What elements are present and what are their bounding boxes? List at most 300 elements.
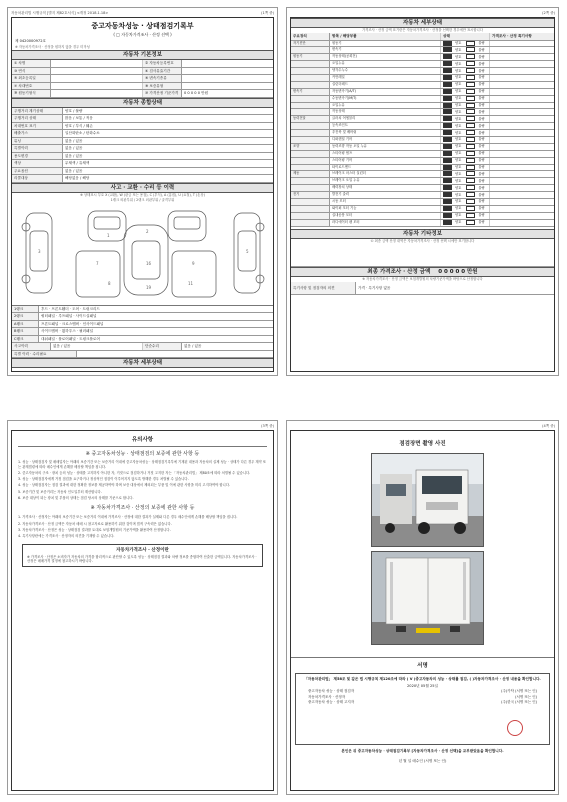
detail-group	[291, 75, 330, 81]
section-details-title: 자동차 세부상태	[291, 18, 554, 28]
basic-value	[51, 68, 143, 75]
good-label: 양호	[455, 213, 462, 218]
detail-group	[291, 82, 330, 88]
detail-item: 브레이크 오일 누유	[330, 178, 441, 184]
notice-item: 3. 성능 · 상태점검자에게 거짓 점검을 요구하거나 정상적인 점검이 이루어지지 않도록 방해한 경우 처벌될 수 있습니다.	[18, 477, 189, 482]
detail-status	[441, 165, 490, 171]
section-details: 자동차 세부상태	[12, 358, 273, 368]
page-header	[290, 423, 555, 429]
basic-label-2: ⑩ 가격산정 기준가격	[143, 90, 182, 97]
bad-checkbox[interactable]	[466, 96, 475, 101]
good-label: 양호	[455, 151, 462, 156]
notice-item: 2. 자동차가격조사 · 산정 금액은 자동차 매매 시 참고자료로 활용하기 위한 것이며 법적 구속력은 없습니다.	[18, 521, 172, 526]
detail-remark	[490, 206, 554, 212]
price-warranty-notes	[12, 515, 273, 538]
detail-status	[441, 192, 490, 198]
detail-item: 와이퍼 모터 기능	[330, 206, 441, 212]
history-row	[12, 343, 273, 351]
bad-label: 불량	[478, 54, 485, 59]
good-label: 양호	[455, 75, 462, 80]
detail-remark	[490, 171, 554, 177]
repair-value: 없음 / 있음	[184, 344, 202, 348]
detail-group	[291, 47, 330, 53]
bad-checkbox[interactable]	[466, 89, 475, 94]
detail-status	[441, 206, 490, 212]
frame-parts: 대쉬패널 · 플로어패널 · 트렁크플로어	[41, 336, 100, 341]
detail-status	[441, 75, 490, 81]
overall-value: 없음 / 있음	[65, 153, 83, 158]
bad-label: 불량	[478, 96, 485, 101]
basic-value-2	[182, 60, 273, 67]
notice-item: 2. 중고자동차의 구조 · 장치 등의 성능 · 상태를 고지하지 아니한 자, 거짓으로 점검하거나 거짓 고지한 자는 「자동차관리법」 제80조에 따라 처벌될 수 있습니다.	[18, 470, 251, 475]
good-checkbox[interactable]	[443, 213, 452, 218]
bad-label: 불량	[478, 220, 485, 225]
detail-status	[441, 89, 490, 95]
detail-remark	[490, 82, 554, 88]
detail-item: 작동상태(공회전)	[330, 54, 441, 60]
good-label: 양호	[455, 123, 462, 128]
detail-group: 전기	[291, 192, 330, 198]
detail-remark	[490, 89, 554, 95]
detail-item: 변속기	[330, 47, 441, 53]
detail-row	[291, 116, 554, 123]
overall-value: 없음 / 있음	[65, 146, 83, 150]
good-label: 양호	[455, 116, 462, 121]
bad-checkbox[interactable]	[466, 47, 475, 52]
detail-group	[291, 151, 330, 157]
good-label: 양호	[455, 109, 462, 114]
special-row	[12, 351, 273, 359]
detail-group: 제동	[291, 171, 330, 177]
section-etc: 자동차 기타정보	[291, 229, 554, 239]
bad-checkbox[interactable]	[466, 185, 475, 190]
notice-item: 4. 성능 · 상태점검자는 점검 결과에 대한 정확한 정보를 제공하여야 하며 보증 대상에서 제외되는 부품 및 이에 관한 사항을 미리 고지하여야 합니다.	[18, 483, 230, 488]
signer-role: 중고자동차 성능 · 상태 고지자	[308, 700, 355, 705]
frame-parts: 사이드멤버 · 휠하우스 · 필러패널	[41, 329, 93, 333]
detail-row	[291, 103, 554, 110]
bad-checkbox[interactable]	[466, 68, 475, 73]
bad-checkbox[interactable]	[466, 158, 475, 163]
bad-label: 불량	[478, 178, 485, 183]
detail-group	[291, 213, 330, 219]
detail-group	[291, 137, 330, 143]
good-label: 양호	[455, 82, 462, 87]
opinion-label: 특기사항 및 점검자의 의견	[291, 282, 356, 294]
good-checkbox[interactable]	[443, 123, 452, 128]
basic-label-2: ⑥ 변속기종류	[143, 75, 182, 82]
good-checkbox[interactable]	[443, 68, 452, 73]
section-basic: 자동차 기본정보	[12, 50, 273, 60]
good-label: 양호	[455, 61, 462, 66]
good-checkbox[interactable]	[443, 137, 452, 142]
bad-label: 불량	[478, 41, 485, 45]
detail-status	[441, 96, 490, 102]
bad-label: 불량	[478, 75, 485, 80]
special-label: 특별 이력 · 수리필요	[12, 351, 77, 358]
basic-value	[51, 75, 143, 82]
good-checkbox[interactable]	[443, 54, 452, 59]
detail-group: 원동기	[291, 54, 330, 60]
bad-checkbox[interactable]	[466, 144, 475, 149]
good-checkbox[interactable]	[443, 171, 452, 176]
sign-date: 2020년 05월 25일	[407, 684, 438, 689]
page-1	[7, 7, 278, 376]
page-4	[286, 420, 559, 795]
detail-item: 타이로드엔드	[330, 165, 441, 171]
opinion-value: 가격 · 특기사항 없음	[358, 285, 391, 290]
page-2	[286, 7, 559, 376]
bad-checkbox[interactable]	[466, 61, 475, 66]
detail-status	[441, 185, 490, 191]
good-label: 양호	[455, 137, 462, 142]
detail-status	[441, 109, 490, 115]
detail-remark	[490, 116, 554, 122]
frame-row	[12, 313, 273, 321]
signer-name: (주)카닥 (서명 또는 인)	[501, 689, 537, 694]
detail-remark	[490, 220, 554, 226]
detail-item: 발전기 출력	[330, 192, 441, 198]
basic-label: ① 차명	[12, 60, 51, 67]
detail-item: 동력조향 작동 오일 누유	[330, 144, 441, 150]
detail-group	[291, 61, 330, 67]
basic-label: ⑦ 차대번호	[12, 83, 51, 90]
frame-row	[12, 306, 273, 314]
vehicle-diagram	[12, 203, 273, 306]
sign-box	[295, 673, 550, 745]
good-checkbox[interactable]	[443, 96, 452, 101]
bad-checkbox[interactable]	[466, 103, 475, 108]
col-header-3: 가격조사 · 산정 특기사항	[492, 34, 532, 38]
signer-role: 중고자동차 성능 · 상태 점검자	[308, 689, 355, 694]
bad-checkbox[interactable]	[466, 75, 475, 80]
good-checkbox[interactable]	[443, 89, 452, 94]
warranty-notes	[12, 460, 273, 500]
detail-row	[291, 192, 554, 199]
frame-row	[12, 336, 273, 344]
svg-text:5: 5	[246, 248, 249, 254]
signers-list	[296, 689, 549, 706]
detail-row	[291, 165, 554, 172]
bad-label: 불량	[478, 61, 485, 66]
good-checkbox[interactable]	[443, 165, 452, 170]
detail-item: 오일누유	[330, 61, 441, 67]
detail-row	[291, 171, 554, 178]
basic-row	[12, 68, 273, 76]
notice-body	[11, 430, 274, 791]
detail-item: 추진축 및 베어링	[330, 130, 441, 136]
detail-item: 배력장치 상태	[330, 185, 441, 191]
bad-checkbox[interactable]	[466, 123, 475, 128]
detail-status	[441, 137, 490, 143]
bad-checkbox[interactable]	[466, 109, 475, 114]
accident-note: ※ 상태표시 부호 X (교환), W (판금 또는 용접), C (부식), A (흠집), U (요철), T (손상)	[80, 192, 205, 197]
good-checkbox[interactable]	[443, 61, 452, 66]
detail-row	[291, 109, 554, 116]
overall-row	[12, 130, 273, 138]
history-label: 사고이력	[12, 343, 51, 350]
detail-row	[291, 178, 554, 185]
detail-row	[291, 199, 554, 206]
bad-checkbox[interactable]	[466, 54, 475, 59]
detail-remark	[490, 103, 554, 109]
frame-legend: 1랭크 외판부위 / 2랭크 외판부위 / 골격부위	[110, 197, 175, 202]
good-label: 양호	[455, 220, 462, 225]
signer-row	[308, 700, 537, 706]
basic-label: ⑤ 최초등록일	[12, 75, 51, 82]
frame-row	[12, 328, 273, 336]
detail-remark	[490, 151, 554, 157]
overall-value: 없음 / 있음	[65, 168, 83, 173]
receipt-signature: 년 월 일 매수인 (서명 또는 인)	[398, 759, 447, 764]
bad-checkbox[interactable]	[466, 116, 475, 121]
good-checkbox[interactable]	[443, 192, 452, 197]
bad-label: 불량	[478, 123, 485, 128]
detail-group: 자기진단	[291, 41, 330, 47]
detail-item: 스티어링 펌프	[330, 151, 441, 157]
overall-value: 무채색 / 유채색	[65, 161, 90, 165]
good-checkbox[interactable]	[443, 220, 452, 225]
detail-remark	[490, 47, 554, 53]
good-label: 양호	[455, 96, 462, 101]
overall-label: 주행거리 상태	[12, 115, 63, 122]
bad-label: 불량	[478, 130, 485, 135]
basic-info-table	[12, 60, 273, 98]
detail-item: 등속조인트	[330, 123, 441, 129]
detail-remark	[490, 137, 554, 143]
detail-group	[291, 130, 330, 136]
good-checkbox[interactable]	[443, 103, 452, 108]
detail-status	[441, 116, 490, 122]
detail-remark	[490, 96, 554, 102]
bad-label: 불량	[478, 89, 485, 94]
basic-value	[51, 90, 143, 97]
bad-label: 불량	[478, 171, 485, 176]
detail-row	[291, 75, 554, 82]
detail-remark	[490, 75, 554, 81]
svg-text:11: 11	[188, 280, 194, 286]
svg-text:1: 1	[107, 232, 110, 238]
good-checkbox[interactable]	[443, 41, 452, 46]
detail-row	[291, 151, 554, 158]
notice-item: 6. 보증 대상이 되는 장치 및 부품의 상태는 점검 당시의 상태를 기준으로 합니다.	[18, 495, 134, 500]
good-checkbox[interactable]	[443, 158, 452, 163]
overall-value: 해당없음 / 해당	[65, 176, 90, 180]
detail-status	[441, 171, 490, 177]
bad-label: 불량	[478, 158, 485, 163]
document-subtitle: ( □ 자동차가격조사 · 산정 선택 )	[113, 32, 172, 37]
overall-row	[12, 108, 273, 116]
page-number: (1쪽 중)	[261, 11, 274, 15]
detail-row	[291, 68, 554, 75]
opinion-row	[291, 282, 554, 295]
good-label: 양호	[455, 41, 462, 45]
good-checkbox[interactable]	[443, 206, 452, 211]
bad-checkbox[interactable]	[466, 192, 475, 197]
good-label: 양호	[455, 178, 462, 183]
bad-checkbox[interactable]	[466, 213, 475, 218]
bad-checkbox[interactable]	[466, 171, 475, 176]
overall-label: 리콜대상	[12, 175, 63, 182]
overall-status-table	[12, 108, 273, 183]
basic-value-2	[182, 68, 273, 75]
truck-rear-image	[372, 552, 483, 644]
detail-item: 원동기	[330, 41, 441, 47]
price-info-box	[22, 544, 263, 567]
bad-label: 불량	[478, 165, 485, 170]
overall-row	[12, 153, 273, 161]
frame-rank: A랭크	[12, 321, 39, 328]
document-number: 제 0420000972호	[15, 39, 46, 43]
col-header-1: 항목 / 해당부품	[330, 33, 441, 40]
basic-value	[51, 60, 143, 67]
overall-label: 용도변경	[12, 153, 63, 160]
frame-rank: B랭크	[12, 328, 39, 335]
bad-checkbox[interactable]	[466, 220, 475, 225]
detail-status	[441, 68, 490, 74]
bad-checkbox[interactable]	[466, 137, 475, 142]
detail-item: 냉각수누수	[330, 68, 441, 74]
detail-status	[441, 178, 490, 184]
notice-item: 4. 특기사항란에는 가격조사 · 산정자의 의견을 기재할 수 있습니다.	[18, 534, 115, 539]
price-info-text: ※ 가격조사 · 산정은 소비자가 자동차의 가격을 합리적으로 판단할 수 있도록 성능 · 상태점검 결과와 차량 정보를 종합하여 산출한 금액입니다. 자동차가격조사 · 산정은 매매가격 결정에 참고하시기 바랍니다.	[27, 554, 257, 564]
good-label: 양호	[455, 199, 462, 204]
bad-label: 불량	[478, 199, 485, 204]
section-accident: 사고 · 교환 · 수리 등 이력	[12, 183, 273, 193]
detail-group	[291, 165, 330, 171]
detail-row	[291, 54, 554, 61]
svg-text:9: 9	[192, 260, 195, 266]
receipt-statement: 본인은 위 중고자동차성능 · 상태점검기록부 [자동차가격조사 · 산정 선택]을 교부받았음을 확인합니다.	[341, 749, 504, 753]
detail-item: 브레이크 마스터 실린더	[330, 171, 441, 177]
frame-row	[12, 321, 273, 329]
detail-row	[291, 96, 554, 103]
overall-value: 없음 / 있음	[65, 138, 83, 143]
basic-row	[12, 75, 273, 83]
good-label: 양호	[455, 130, 462, 135]
notice-item: 1. 성능 · 상태점검자 및 매매업자는 아래의 보증기간 또는 보증거리 이내에 중고자동차성능 · 상태점검기록부에 기재된 내용과 자동차의 실제 성능 · 상태가 다른 경우 계약 또는 관계법령에 따라 매수인에게 손해를 배상할 책임을 집니다.	[18, 460, 267, 469]
basic-value-2	[182, 83, 273, 90]
etc-table	[291, 244, 554, 267]
good-checkbox[interactable]	[443, 75, 452, 80]
detail-item: 작동상태	[330, 109, 441, 115]
bad-label: 불량	[478, 47, 485, 52]
good-checkbox[interactable]	[443, 185, 452, 190]
detail-group: 변속기	[291, 89, 330, 95]
signer-role: 자동차가격조사 · 산정자	[308, 694, 346, 699]
detail-status	[441, 144, 490, 150]
basic-label-2: ② 자동차등록번호	[143, 60, 182, 67]
info-note: ※ 자동차가격조사 · 산정을 원하지 않을 경우 미작성	[15, 45, 90, 49]
good-checkbox[interactable]	[443, 82, 452, 87]
detail-item: 스티어링 기어	[330, 158, 441, 164]
good-checkbox[interactable]	[443, 116, 452, 121]
good-label: 양호	[455, 103, 462, 108]
detail-item: 커먼레일	[330, 75, 441, 81]
detail-item: 시동 모터	[330, 199, 441, 205]
bad-label: 불량	[478, 206, 485, 211]
detail-group	[291, 220, 330, 226]
bad-checkbox[interactable]	[466, 206, 475, 211]
bad-checkbox[interactable]	[466, 199, 475, 204]
notice-item: 1. 가격조사 · 산정자는 아래의 보증기간 또는 보증거리 이내에 가격조사 · 산정에 대한 결과가 실제와 다른 경우 매수인에게 손해를 배상할 책임을 집니다.	[18, 515, 238, 520]
frame-parts: 프론트패널 · 크로스멤버 · 인사이드패널	[41, 321, 104, 326]
detail-row	[291, 130, 554, 137]
bad-checkbox[interactable]	[466, 165, 475, 170]
page-header	[11, 10, 274, 16]
detail-row	[291, 220, 554, 227]
bad-checkbox[interactable]	[466, 82, 475, 87]
svg-text:19: 19	[146, 284, 152, 290]
detail-remark	[490, 192, 554, 198]
basic-label-2: ④ 검사유효기간	[143, 68, 182, 75]
detail-group	[291, 68, 330, 74]
good-checkbox[interactable]	[443, 151, 452, 156]
good-checkbox[interactable]	[443, 109, 452, 114]
bad-checkbox[interactable]	[466, 151, 475, 156]
good-checkbox[interactable]	[443, 178, 452, 183]
overall-value: 많음 / 보통 / 적음	[65, 116, 93, 120]
good-checkbox[interactable]	[443, 144, 452, 149]
col-header-0: 주요장치	[291, 33, 330, 40]
good-label: 양호	[455, 54, 462, 59]
detail-item: 수동변속기(M/T)	[330, 96, 441, 102]
bad-label: 불량	[478, 144, 485, 149]
details-header-row	[291, 33, 554, 41]
detail-status	[441, 103, 490, 109]
detail-group	[291, 103, 330, 109]
photos-title: 점검장면 촬영 사진	[399, 441, 446, 447]
bad-checkbox[interactable]	[466, 178, 475, 183]
detail-row	[291, 41, 554, 48]
good-checkbox[interactable]	[443, 47, 452, 52]
overall-row	[12, 175, 273, 183]
good-label: 양호	[455, 165, 462, 170]
basic-label: ③ 연식	[12, 68, 51, 75]
form-body	[11, 17, 274, 372]
overall-row	[12, 168, 273, 176]
bad-checkbox[interactable]	[466, 41, 475, 46]
overall-value: 양호 / 부식 / 훼손	[65, 123, 93, 128]
detail-group	[291, 96, 330, 102]
final-price-note: ※ 자동차가격조사 · 산정 금액은 보험개발원의 차량기준가액을 바탕으로 산정합니다	[362, 276, 483, 281]
basic-value	[51, 83, 143, 90]
bad-label: 불량	[478, 137, 485, 142]
detail-item: 자동변속기(A/T)	[330, 89, 441, 95]
good-label: 양호	[455, 47, 462, 52]
inspection-photo-front	[371, 453, 484, 547]
bad-checkbox[interactable]	[466, 130, 475, 135]
good-checkbox[interactable]	[443, 199, 452, 204]
frame-rank-table	[12, 306, 273, 344]
detail-row	[291, 185, 554, 192]
detail-group	[291, 206, 330, 212]
price-info-title: 자동차가격조사 · 산정이란	[116, 547, 169, 553]
form-reference: 자동차관리법 시행규칙 [별지 제82호서식] <개정 2018.1.18>	[11, 11, 109, 15]
detail-group	[291, 185, 330, 191]
bad-label: 불량	[478, 82, 485, 87]
page-header	[11, 423, 274, 429]
detail-item: 실내송풍 모터	[330, 213, 441, 219]
detail-status	[441, 130, 490, 136]
detail-remark	[490, 213, 554, 219]
document-title: 중고자동차성능 · 상태점검기록부	[91, 22, 194, 30]
repair-label: 단순수리	[143, 343, 182, 350]
good-label: 양호	[455, 144, 462, 149]
good-checkbox[interactable]	[443, 130, 452, 135]
detail-status	[441, 199, 490, 205]
detail-status	[441, 213, 490, 219]
detail-remark	[490, 199, 554, 205]
